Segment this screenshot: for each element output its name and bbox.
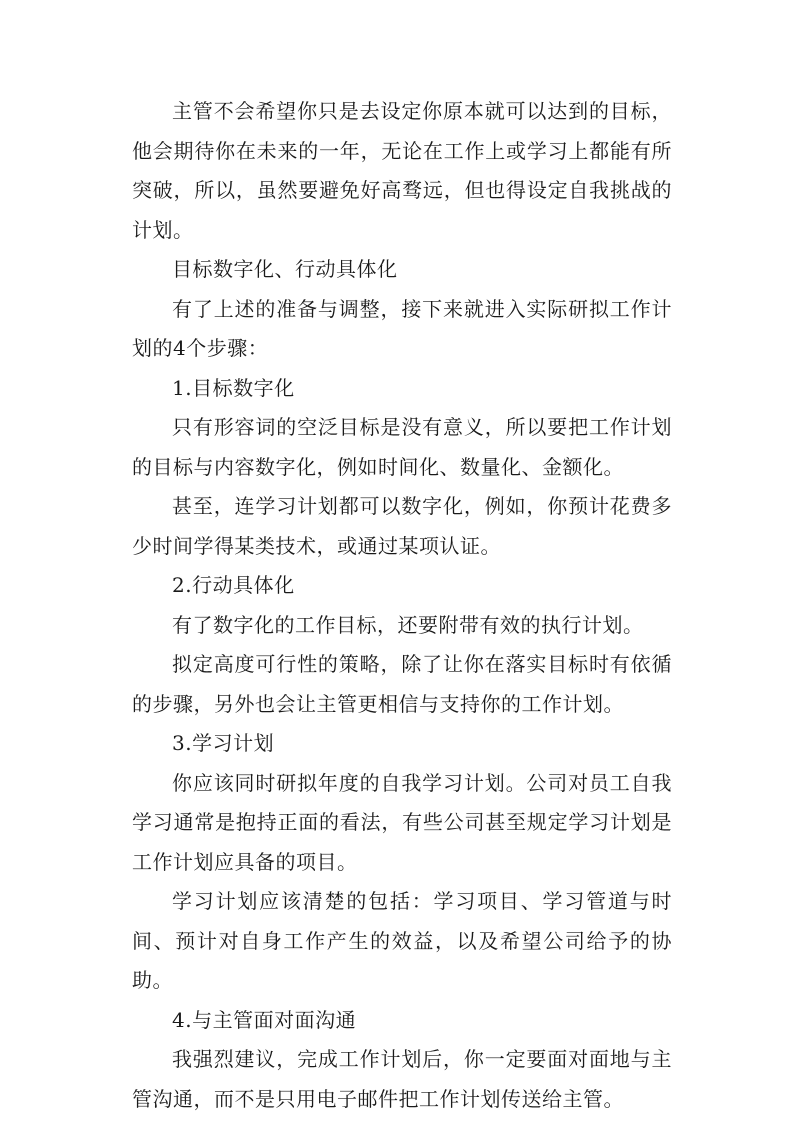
paragraph-step-4a: 我强烈建议，完成工作计划后，你一定要面对面地与主管沟通，而不是只用电子邮件把工作计划传送给主管。 [132, 1047, 672, 1111]
paragraph-step-1b: 甚至，连学习计划都可以数字化，例如，你预计花费多少时间学得某类技术，或通过某项认证。 [132, 494, 672, 558]
step-heading-1: 1.目标数字化 [172, 375, 295, 400]
paragraph-step-2b: 拟定高度可行性的策略，除了让你在落实目标时有依循的步骤，另外也会让主管更相信与支持你的工作计划。 [132, 652, 672, 716]
step-heading-4: 4.与主管面对面沟通 [172, 1007, 357, 1032]
paragraph-step-1a: 只有形容词的空泛目标是没有意义，所以要把工作计划的目标与内容数字化，例如时间化、数量化、金额化。 [132, 415, 672, 479]
step-heading-2: 2.行动具体化 [172, 573, 295, 597]
step-heading-3: 3.学习计划 [172, 731, 275, 755]
document-body [132, 92, 672, 1119]
paragraph-expectation: 主管不会希望你只是去设定你原本就可以达到的目标，他会期待你在未来的一年，无论在工作上或学习上都能有所突破，所以，虽然要避免好高骛远，但也得设定自我挑战的计划。 [132, 99, 672, 242]
paragraph-intro-steps: 有了上述的准备与调整，接下来就进入实际研拟工作计划的4个步骤： [132, 296, 672, 360]
paragraph-step-3a: 你应该同时研拟年度的自我学习计划。公司对员工自我学习通常是抱持正面的看法，有些公司甚至规定学习计划是工作计划应具备的项目。 [132, 770, 672, 874]
section-heading: 目标数字化、行动具体化 [172, 257, 398, 281]
paragraph-step-2a: 有了数字化的工作目标，还要附带有效的执行计划。 [172, 612, 644, 637]
paragraph-step-3b: 学习计划应该清楚的包括：学习项目、学习管道与时间、预计对自身工作产生的效益，以及希望公司给予的协助。 [132, 889, 672, 992]
